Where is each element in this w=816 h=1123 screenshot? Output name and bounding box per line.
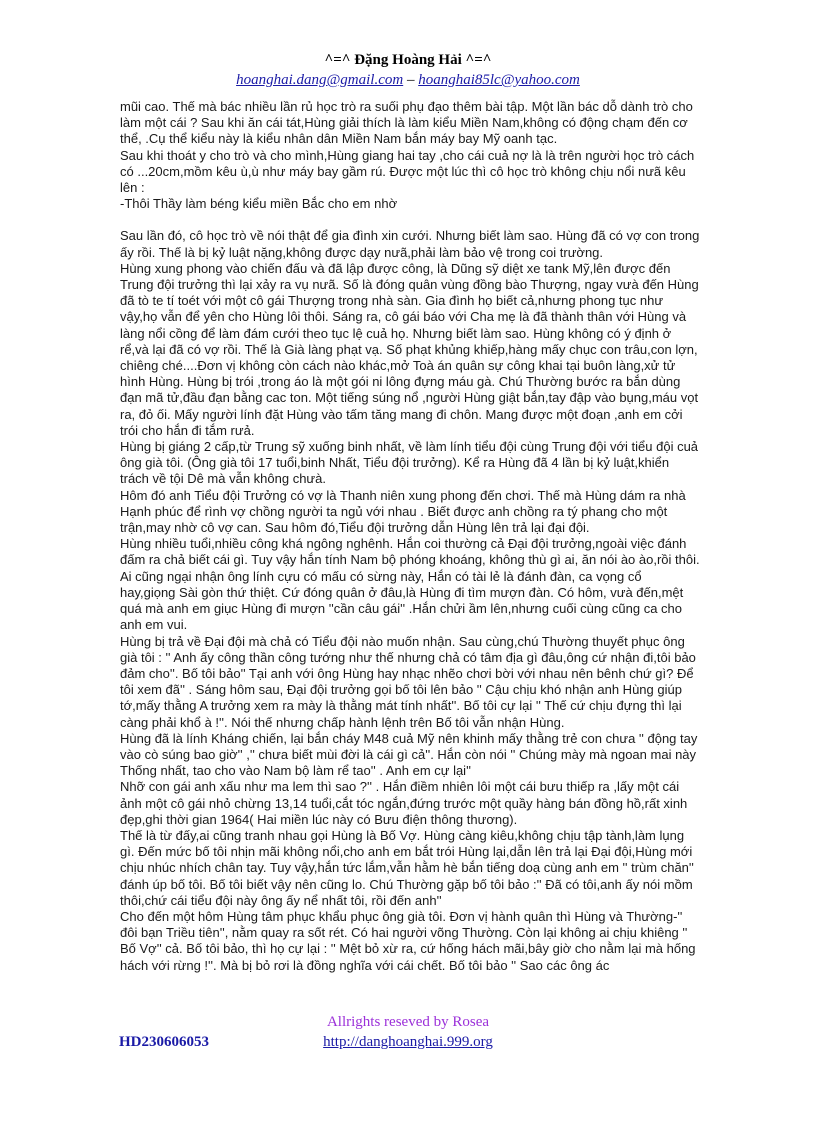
- page-header: [0, 50, 816, 90]
- paragraph: Sau lần đó, cô học trò về nói thật để gia đình xin cưới. Nhưng biết làm sao. Hùng đã có vợ con trong ấy rồi. Thế là bị kỷ luật nặng,không được dạy nưã,phải làm bảo vệ trong coi trường.: [120, 228, 700, 260]
- paragraph: Hùng bị giáng 2 cấp,từ Trung sỹ xuống binh nhất, về làm lính tiểu đội cùng Trung đội với tiểu đội cuả ông già tôi. (Ông già tôi 17 tuổi,binh Nhất, Tiểu đội trưởng). Kể ra Hùng đã 4 lần bị kỷ luật,khiển trách về tội Dê mà vẫn không chưà.: [120, 439, 699, 487]
- paragraph-spacer: [120, 212, 700, 228]
- paragraph: -Thôi Thầy làm béng kiểu miền Bắc cho em nhờ: [120, 196, 398, 212]
- paragraph: mũi cao. Thế mà bác nhiều lần rủ học trò ra suối phụ đạo thêm bài tập. Một lần bác dỗ dành trò cho làm một cái ? Sau khi ăn cái tát,Hùng giải thích là làm kiểu Miền Nam,không có động chạm đến cơ thể, .Cụ thể kiểu này là kiểu nhân dân Miền Nam bắn máy bay Mỹ oanh tạc.: [120, 99, 693, 147]
- paragraph: Hùng xung phong vào chiến đấu và đã lập được công, là Dũng sỹ diệt xe tank Mỹ,lên được đến Trung đội trưởng thì lại xảy ra vụ nưã. Số là đóng quân vùng đồng bào Thượng, ngay vưà đến Hùng đã tò te tí toét với một cô gái Thượng trong nhà sàn. Gia đình họ biết cả,nhưng phong tục như vậy,họ vẫn để yên cho Hùng lôi thôi. Sáng ra, cô gái báo với Cha mẹ là đã thành thân với Hùng và làng nổi cồng để làm đám cưới theo tục lệ cuả họ. Nhưng biết làm sao. Hùng không có ý định ở rể,và lại đã có vợ rồi. Thế là Già làng phạt vạ. Số phạt khủng khiếp,hàng mấy chục con trâu,con lợn, chiêng ché....Đơn vị không còn cách nào khác,mở Toà án quân sự công khai tại buôn làng,xử tử hình Hùng. Hùng bị trói ,trong áo là một gói ni lông đựng máu gà. Chú Thường bước ra bắn dùng đạn mã tử,đầu đạn bằng cac ton. Một tiếng súng nổ ,người Hùng giật bắn,tay đập vào bụng,máu vọt ra, đỏ ối. Mấy người lính đặt Hùng vào tấm tăng mang đi chôn. Mang được một đoạn ,anh em cởi trói cho hắn đi tắm rưả.: [120, 260, 699, 438]
- paragraph: Hôm đó anh Tiểu đội Trưởng có vợ là Thanh niên xung phong đến chơi. Thế mà Hùng dám ra nhà Hạnh phúc để rình vợ chồng người ta ngủ với nhau . Biết được anh chồng ra tý phang cho một trận,may nhờ cô vợ can. Sau hôm đó,Tiểu đội trưởng dẫn Hùng lên trả lại đại đội.: [120, 487, 686, 536]
- paragraph: Hùng bị trả về Đại đội mà chả có Tiểu đội nào muốn nhận. Sau cùng,chú Thường thuyết phục ông già tôi : '' Anh ấy công thần công tướng như thế nhưng chả có tâm địa gì đâu,ông cứ nhận đi,tôi bảo đảm cho''. Bố tôi bảo'' Tại anh với ông Hùng hay nhạc nhẽo chơi bời với nhau nên bênh chứ gì? Để tôi xem đã'' . Sáng hôm sau, Đại đội trưởng gọi bố tôi lên bảo '' Cậu chịu khó nhận anh Hùng giúp tớ,mấy thằng A trưởng xem ra mày là thằng mát tính nhất''. Bố tôi cự lại '' Thế cứ chịu đựng thì lại càng phải khổ à !''. Nói thế nhưng chấp hành lệnh trên Bố tôi vẫn nhận Hùng.: [120, 633, 696, 730]
- email-link-gmail[interactable]: hoanghai.dang@gmail.com: [236, 72, 404, 88]
- paragraph: Hùng nhiều tuổi,nhiều công khá ngông nghênh. Hắn coi thường cả Đại đội trưởng,ngoài việc đánh đấm ra chả biết cái gì. Tuy vậy hắn tính Nam bộ phóng khoáng, không thù gì ai, ăn nói ào ào,rồi thôi. Ai cũng ngại nhận ông lính cựu có mấu có sừng này, Hắn có tài lẻ là đánh đàn, ca vọng cổ hay,giọng Sài gòn thứ thiệt. Cứ đóng quân ở đâu,là Hùng đi tìm mượn đàn. Có hôm, vưà đến,mệt quá mà anh em giục Hùng đi mượn ''cần câu gái'' .Hắn chửi ầm lên,nhưng cuối cùng cũng ca cho anh em vui.: [120, 536, 700, 633]
- email-link-yahoo[interactable]: hoanghai85lc@yahoo.com: [418, 72, 580, 88]
- document-code: HD230606053: [119, 1034, 209, 1050]
- author-title: ^=^ Đặng Hoàng Hải ^=^: [324, 52, 492, 68]
- paragraph: Thế là từ đấy,ai cũng tranh nhau gọi Hùng là Bố Vợ. Hùng càng kiêu,không chịu tập tành,làm lụng gì. Đến mức bố tôi nhịn mãi không nổi,cho anh em bắt trói Hùng lại,dẫn lên trả lại Đại đội,Hùng mới chịu nhúc nhích chân tay. Tuy vậy,hắn tức lắm,vẫn hằm hè bắn tiếng doạ cùng anh em '' trùm chăn'' đánh úp bố tôi. Bố tôi biết vậy nên cũng lo. Chú Thường gặp bố tôi bảo :'' Đã có tôi,anh ấy nói mồm thôi,chứ cái tiểu đội này ông ấy nể nhất tôi, rồi đến anh'': [120, 827, 694, 908]
- website-link[interactable]: http://danghoanghai.999.org: [323, 1034, 493, 1050]
- paragraph: Cho đến một hôm Hùng tâm phục khẩu phục ông già tôi. Đơn vị hành quân thì Hùng và Thường-'' đôi bạn Triều tiên'', nằm quay ra sốt rét. Có hai người võng Thường. Còn lại không ai chịu khiêng '' Bố Vợ'' cả. Bố tôi bảo, thì họ cự lại : '' Mệt bỏ xừ ra, cứ hống hách mãi,bây giờ cho nằm lại mà hống hách với rừng !''. Mà bị bỏ rơi là đồng nghĩa với cái chết. Bố tôi bảo '' Sao các ông ác: [120, 908, 696, 973]
- author-emails: [0, 70, 816, 90]
- paragraph: Nhỡ con gái anh xấu như ma lem thì sao ?'' . Hắn điềm nhiên lôi một cái bưu thiếp ra ,lấy một cái ảnh một cô gái nhỏ chừng 13,14 tuổi,cắt tóc ngắn,đứng trước một quầy hàng bán đồng hồ,rất xinh đẹp,ghi thời gian 1964( Hai miền lúc này có Bưu điện thông thương).: [120, 779, 688, 827]
- story-body: [120, 99, 700, 974]
- footer-url: [0, 1034, 816, 1051]
- email-separator: –: [403, 72, 419, 88]
- footer-rights: Allrights reseved by Rosea: [326, 1014, 490, 1030]
- paragraph: Hùng đã là lính Kháng chiến, lại bắn cháy M48 cuả Mỹ nên khinh mấy thằng trẻ con chưa '' động tay vào cò súng bao giờ'' ,'' chưa biết mùi đời là cái gì cả''. Hắn còn nói '' Chúng mày mà ngoan mai này Thống nhất, tao cho vào Nam bộ làm rể tao'' . Anh em cự lại'': [120, 730, 698, 779]
- paragraph: Sau khi thoát y cho trò và cho mình,Hùng giang hai tay ,cho cái cuả nợ là là trên người học trò cách có ...20cm,mồm kêu ù,ù như máy bay gầm rú. Được một lúc thì cô học trò không chịu nổi nưã kêu lên :: [120, 147, 695, 196]
